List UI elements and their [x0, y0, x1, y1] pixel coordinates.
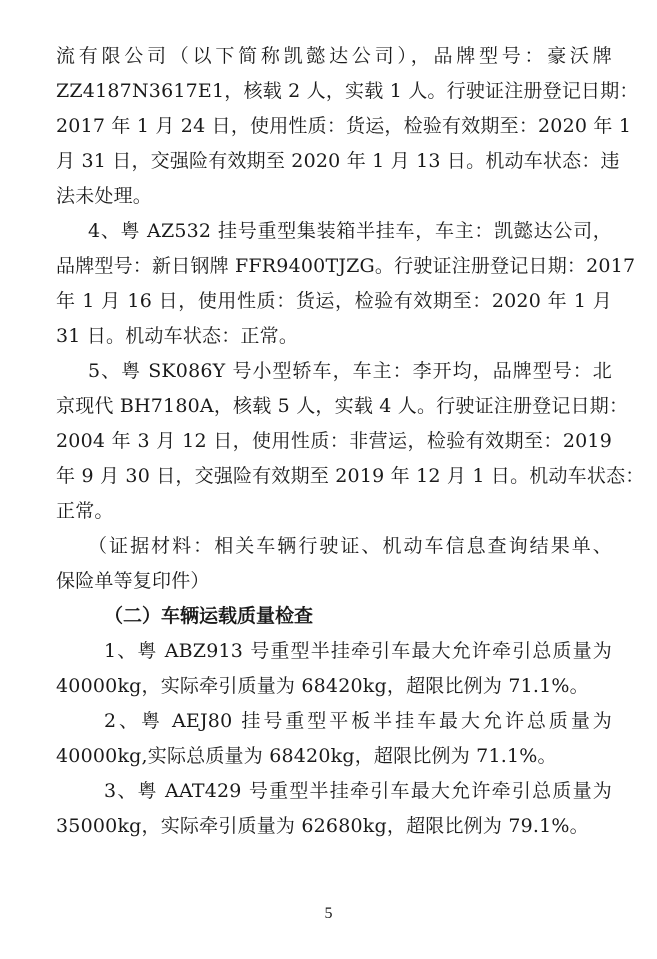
page-number: 5	[324, 905, 333, 922]
text-line: 1、粤 ABZ913 号重型半挂牵引车最大允许牵引总质量为	[104, 640, 612, 662]
text-line: 3、粤 AAT429 号重型半挂牵引车最大允许牵引总质量为	[104, 780, 612, 802]
text-line: 法未处理。	[56, 185, 153, 207]
text-line: 40000kg,实际总质量为 68420kg，超限比例为 71.1%。	[56, 745, 557, 767]
text-line: 2004 年 3 月 12 日，使用性质：非营运，检验有效期至：2019	[56, 430, 612, 452]
text-line: 流有限公司（以下简称凯懿达公司），品牌型号：豪沃牌	[56, 45, 612, 67]
text-line: 4、粤 AZ532 挂号重型集装箱半挂车，车主：凯懿达公司，	[88, 220, 612, 242]
text-line: 2、粤 AEJ80 挂号重型平板半挂车最大允许总质量为	[104, 710, 612, 732]
text-line: 31 日。机动车状态：正常。	[56, 325, 299, 347]
text-line: 月 31 日，交强险有效期至 2020 年 1 月 13 日。机动车状态：违	[56, 150, 620, 172]
text-line: ZZ4187N3617E1，核载 2 人，实载 1 人。行驶证注册登记日期：	[56, 80, 639, 102]
text-line: 年 9 月 30 日，交强险有效期至 2019 年 12 月 1 日。机动车状态：	[56, 465, 645, 487]
text-line: 保险单等复印件）	[56, 570, 210, 592]
text-line: 5、粤 SK086Y 号小型轿车，车主：李开均，品牌型号：北	[88, 360, 612, 382]
text-line: 品牌型号：新日钢牌 FFR9400TJZG。行驶证注册登记日期：2017	[56, 255, 636, 277]
text-line: （证据材料：相关车辆行驶证、机动车信息查询结果单、	[88, 535, 612, 557]
text-line: 年 1 月 16 日，使用性质：货运，检验有效期至：2020 年 1 月	[56, 290, 612, 312]
text-line: 正常。	[56, 500, 114, 522]
text-line: 京现代 BH7180A，核载 5 人，实载 4 人。行驶证注册登记日期：	[56, 395, 629, 417]
text-line: 2017 年 1 月 24 日，使用性质：货运，检验有效期至：2020 年 1	[56, 115, 632, 137]
section-heading: （二）车辆运载质量检查	[104, 605, 314, 627]
text-line: 40000kg，实际牵引质量为 68420kg，超限比例为 71.1%。	[56, 675, 589, 697]
text-line: 35000kg，实际牵引质量为 62680kg，超限比例为 79.1%。	[56, 815, 589, 837]
